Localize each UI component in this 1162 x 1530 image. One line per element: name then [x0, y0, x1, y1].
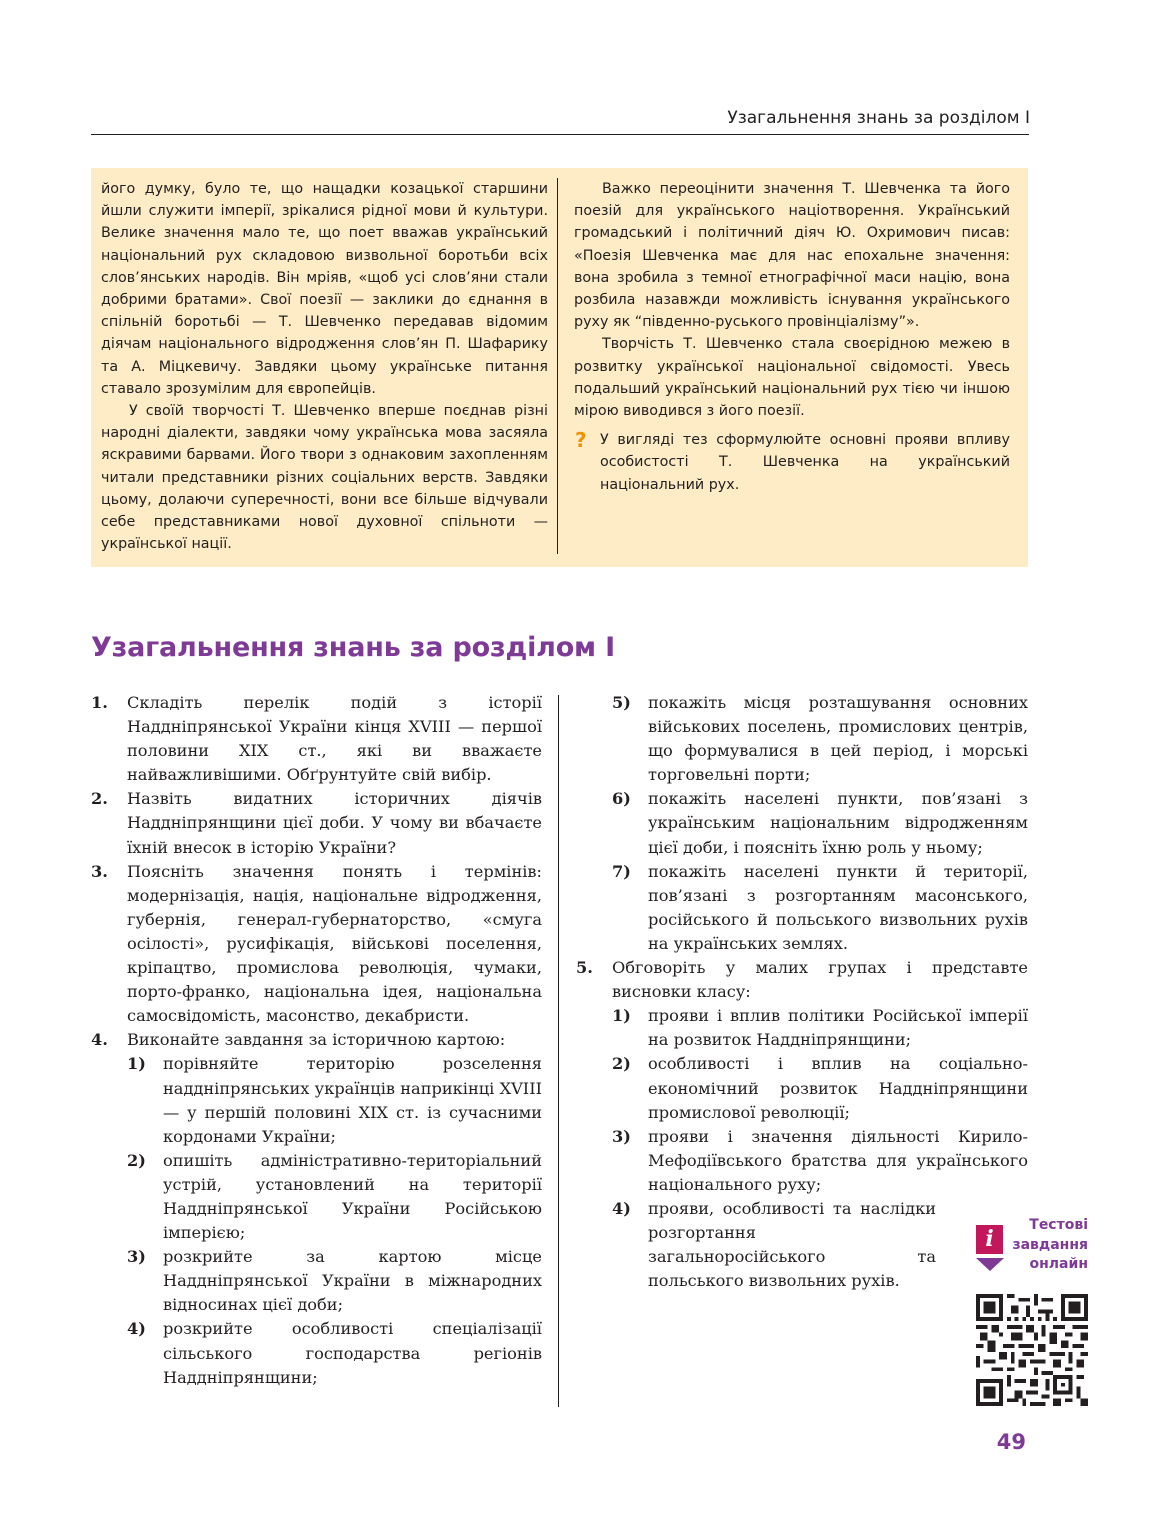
- task-number: 3.: [91, 861, 108, 881]
- shevchenko-textbox: [91, 168, 1028, 567]
- subtask-number: 6): [612, 789, 631, 809]
- triangle-down-icon: [976, 1258, 1004, 1271]
- task-text: Складіть перелік подій з історії Наддніпрянської України кінця XVIII — першої половини XIX ст., які ви вважаєте найважливішими. Обґрунтуйте свій вибір.: [127, 693, 542, 785]
- textbox-paragraph: Творчість Т. Шевченко стала своєрідною межею в розвитку української національної свідомості. Увесь подальший український національний рух тією чи іншою мірою виводився з його поезії.: [574, 336, 1010, 420]
- header-rule: [91, 134, 1029, 135]
- subtask: [612, 1125, 1028, 1197]
- subtask-number: 4): [612, 1198, 631, 1218]
- task-2: [91, 787, 542, 859]
- subtask-number: 7): [612, 861, 631, 881]
- question-mark-icon: ?: [575, 428, 587, 453]
- textbox-column-divider: [557, 178, 558, 554]
- info-icon: i: [976, 1225, 1003, 1254]
- task-text: Назвіть видатних історичних діячів Наддніпрянщини цієї доби. У чому ви вбачаєте їхній внесок в історію України?: [127, 789, 542, 857]
- online-line-2: завдання: [1012, 1236, 1088, 1253]
- subtask-number: 2): [127, 1150, 146, 1170]
- textbox-paragraph: У своїй творчості Т. Шевченко вперше поєднав різні народні діалекти, завдяки чому українська мова засяяла яскравими барвами. Його твори з однаковим захопленням читали представники різних соціальних верств. Завдяки цьому, долаючи суперечності, вони все більше відчували себе представниками нової духовної спільноти — української нації.: [101, 403, 548, 553]
- task-text: Обговоріть у малих групах і представте висновки класу:: [612, 958, 1028, 1002]
- subtask-text: покажіть населені пункти й території, пов’язані з розгортанням масонського, російського й польського визвольних рухів на українських землях.: [648, 861, 1028, 953]
- subtask-text: особливості і вплив на соціально-економічний розвиток Наддніпрянщини промислової революції;: [648, 1054, 1028, 1122]
- tasks-left-column: [91, 691, 542, 1390]
- subtask: [127, 1149, 542, 1245]
- subtask-number: 3): [127, 1247, 146, 1267]
- task-number: 2.: [91, 789, 108, 809]
- textbox-paragraph: його думку, було те, що нащадки козацької старшини йшли служити імперії, зрікалися рідної мови й культури. Велике значення мало те, що поет вважав український національний рух складовою визвольної боротьби всіх слов’янських народів. Він мріяв, «щоб усі слов’яни стали добрими братами». Свої поезії — заклики до єднання в спільній боротьбі — Т. Шевченко передавав відомим діячам національного відродження слов’ян П. Шафарику та А. Міцкевичу. Завдяки цьому українське питання ставало зрозумілим для європейців.: [101, 181, 548, 397]
- task-1: [91, 691, 542, 787]
- page-number: 49: [996, 1430, 1026, 1454]
- subtask: [612, 787, 1028, 859]
- subtask-text: покажіть місця розташування основних військових поселень, промислових центрів, що формувалися в цей період, і морські торговельні порти;: [648, 693, 1028, 785]
- task-number: 4.: [91, 1030, 108, 1050]
- subtask: [612, 860, 1028, 956]
- subtask-text: розкрийте за картою місце Наддніпрянської України в міжнародних відносинах цієї доби;: [163, 1247, 542, 1315]
- subtask-number: 1): [127, 1054, 146, 1074]
- task-4: [91, 1028, 542, 1052]
- subtask-number: 5): [612, 693, 631, 712]
- subtask: [612, 1197, 936, 1293]
- subtask-number: 1): [612, 1006, 631, 1026]
- qr-code-icon[interactable]: [976, 1294, 1088, 1406]
- online-tests-label: [1012, 1216, 1088, 1275]
- task-number: 1.: [91, 693, 108, 712]
- running-head: Узагальнення знань за розділом І: [727, 108, 1030, 128]
- subtask: [612, 691, 1028, 787]
- subtask-number: 3): [612, 1126, 631, 1146]
- task-text: Поясніть значення понять і термінів: модернізація, нація, національне відродження, губернія, генерал-губернаторство, «смуга осілості», русифікація, військові поселення, кріпацтво, промислова революція, чумаки, порто-франко, національна ідея, національна самосвідомість, масонство, декабристи.: [127, 861, 542, 1026]
- tasks-right-column: [576, 691, 1028, 1293]
- subtask-number: 4): [127, 1319, 146, 1339]
- subtask-text: прояви і вплив політики Російської імперії на розвиток Наддніпрянщини;: [648, 1006, 1028, 1050]
- subtask-text: покажіть населені пункти, пов’язані з українським національним відродженням цієї доби, і поясніть їхню роль у ньому;: [648, 789, 1028, 857]
- subtask-number: 2): [612, 1054, 631, 1074]
- online-line-1: Тестові: [1029, 1217, 1088, 1233]
- textbox-right-column: [574, 178, 1010, 496]
- question-block: [574, 429, 1010, 496]
- subtask: [612, 1052, 1028, 1124]
- tasks-column-divider: [558, 695, 559, 1407]
- task-number: 5.: [576, 958, 593, 978]
- subtask: [612, 1004, 1028, 1052]
- textbox-paragraph: Важко переоцінити значення Т. Шевченка та його поезій для українського націотворення. Український громадський і політичний діяч Ю. Охримович писав: «Поезія Шевченка має для нас епохальне значення: вона зробила з темної етнографічної маси націю, вона розбила назавжди можливість існування українського руху як “південно-руського провінціалізму”».: [574, 181, 1010, 331]
- subtask-text: розкрийте особливості спеціалізації сільського господарства регіонів Наддніпрянщини;: [163, 1319, 542, 1387]
- subtask: [127, 1245, 542, 1317]
- task-5: [576, 956, 1028, 1004]
- subtask-text: прояви і значення діяльності Кирило-Мефодіївського братства для українського національного руху;: [648, 1126, 1028, 1194]
- subtask: [127, 1317, 542, 1389]
- task-3: [91, 860, 542, 1029]
- subtask: [127, 1052, 542, 1148]
- online-line-3: онлайн: [1029, 1256, 1088, 1272]
- section-title: Узагальнення знань за розділом І: [91, 632, 615, 663]
- subtask-text: порівняйте територію розселення наддніпрянських українців наприкінці XVIII — у першій половині XIX ст. із сучасними кордонами України;: [163, 1054, 542, 1146]
- task-text: Виконайте завдання за історичною картою:: [127, 1030, 506, 1050]
- online-tests-link[interactable]: [976, 1216, 1090, 1276]
- subtask-text: опишіть адміністративно-територіальний устрій, установлений на території Наддніпрянської України Російською імперією;: [163, 1150, 542, 1243]
- question-text: У вигляді тез сформулюйте основні прояви впливу особистості Т. Шевченка на український національний рух.: [600, 432, 1010, 493]
- subtask-text: прояви, особливості та наслідки розгортання загальноросійського та польського визвольних рухів.: [648, 1198, 936, 1291]
- textbox-left-column: [101, 178, 548, 555]
